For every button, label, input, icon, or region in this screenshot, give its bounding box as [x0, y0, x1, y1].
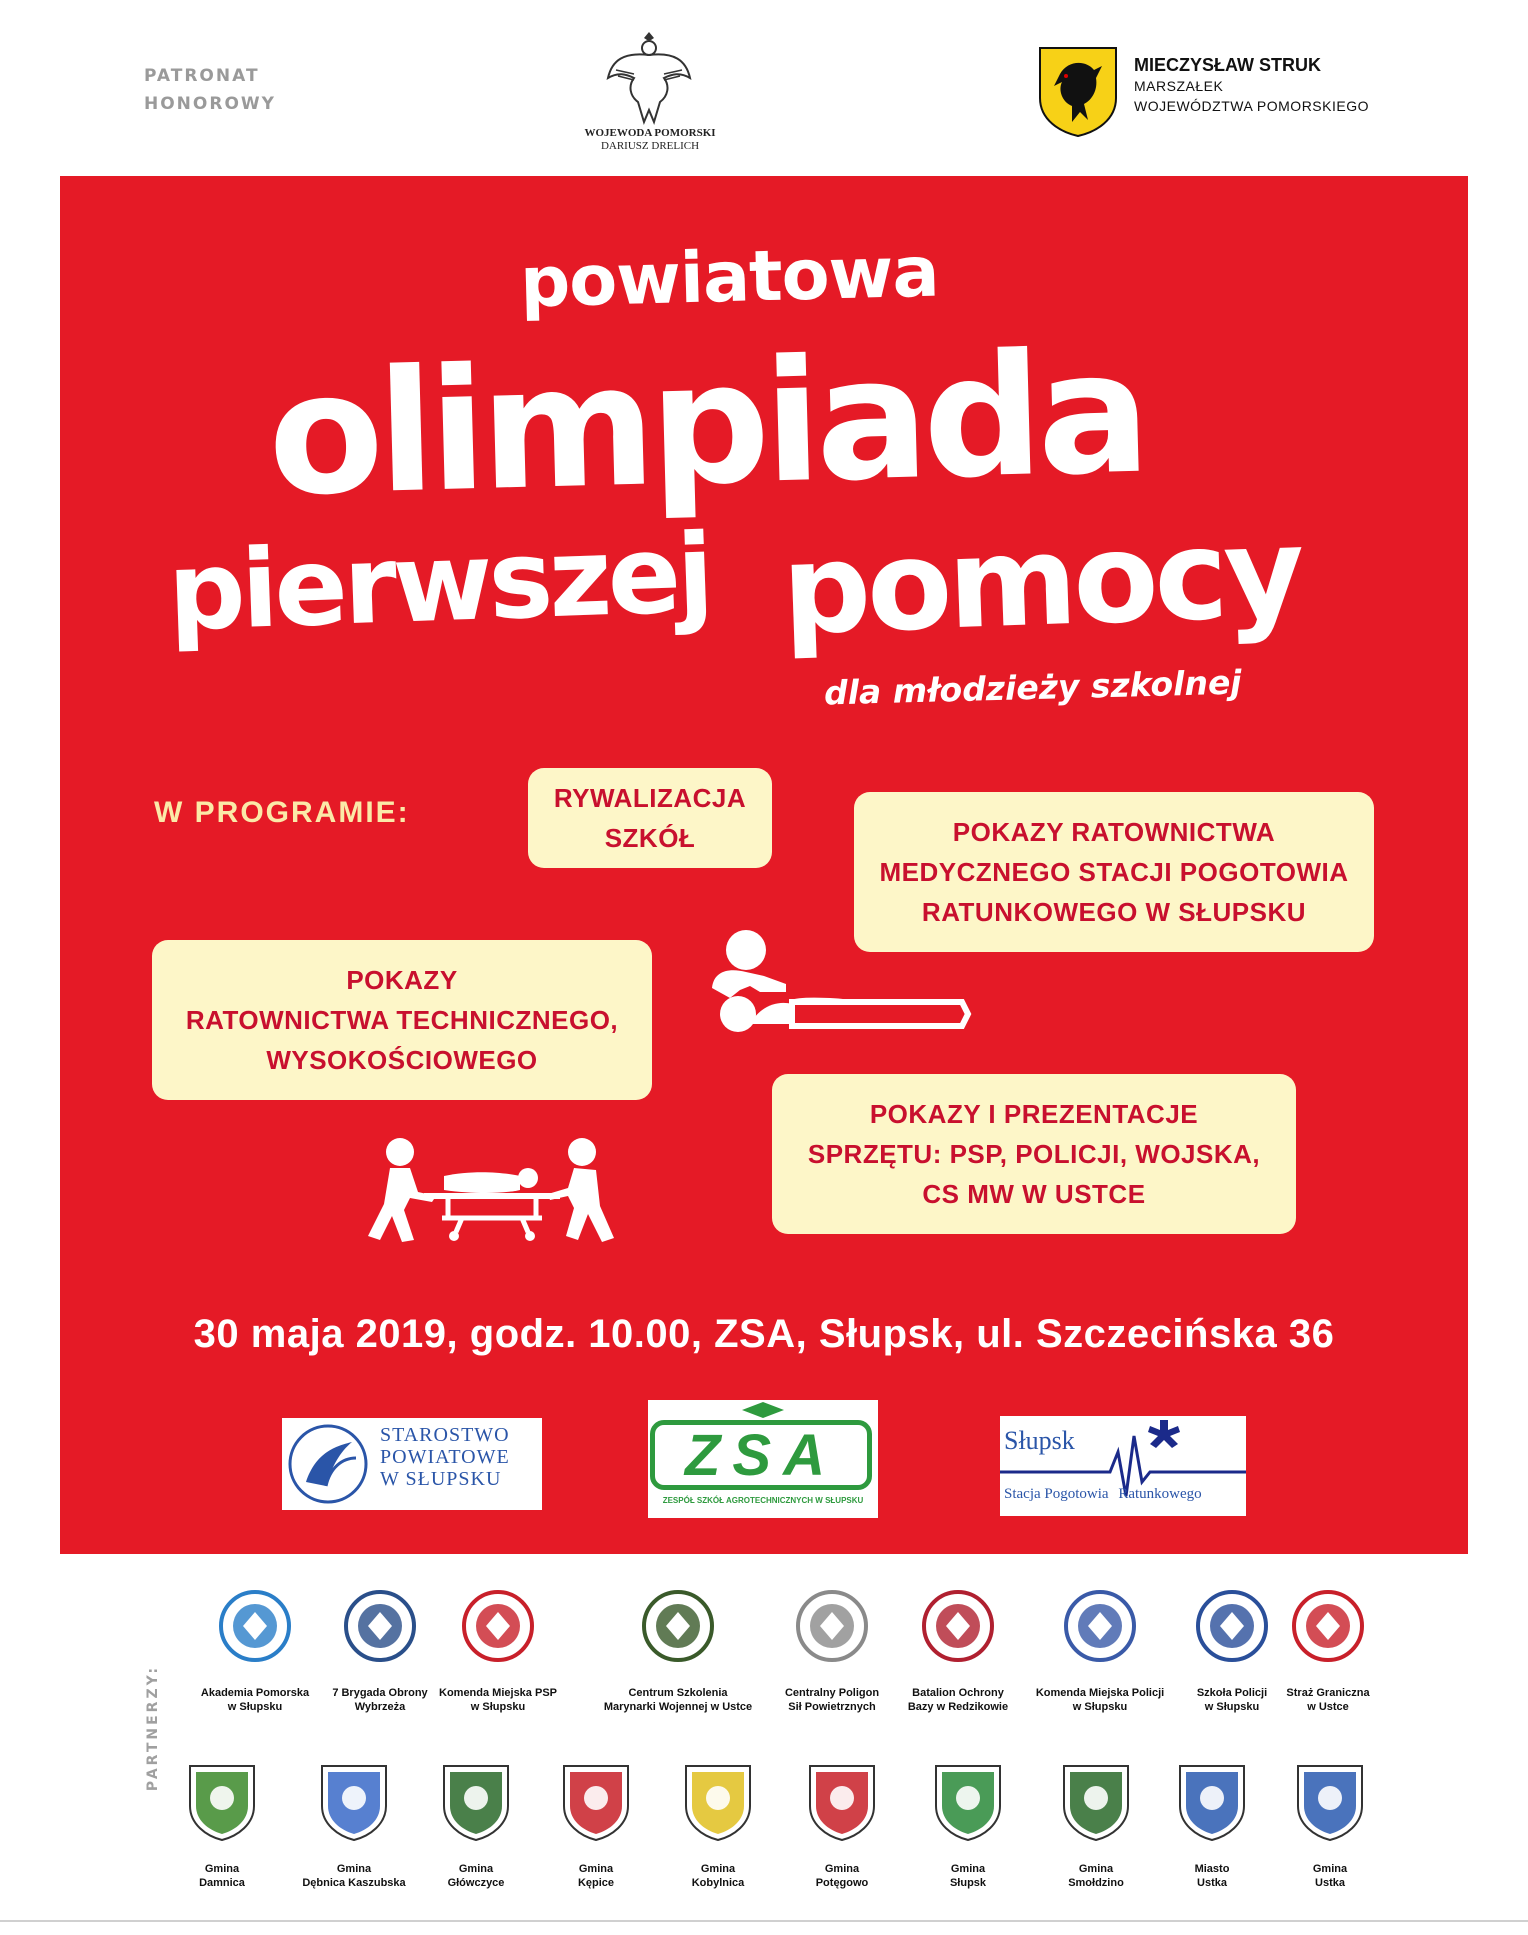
straz-graniczna-logo-icon [1288, 1586, 1368, 1666]
miasto-ustka-logo-icon [1172, 1762, 1252, 1842]
slupsk-caption-a: Stacja Pogotowia [1004, 1486, 1109, 1502]
glowczyce-logo-icon [436, 1762, 516, 1842]
kepice-logo-icon [556, 1762, 636, 1842]
glowczyce-label: Gmina Główczyce [447, 1863, 505, 1889]
zsa-mark: ZSA [650, 1420, 872, 1490]
potegowo-label: Gmina Potęgowo [815, 1863, 869, 1889]
partners-label-text: PARTNERZY: [145, 1664, 162, 1792]
debnica-kaszubska-logo-icon [314, 1762, 394, 1842]
marshal-block [1134, 54, 1434, 116]
headline-subtitle: dla młodzieży szkolnej [823, 662, 1243, 713]
slupsk-label: Gmina Słupsk [949, 1863, 987, 1889]
akademia-pomorska-logo-icon [215, 1586, 295, 1666]
headline-pierwszej: pierwszej [165, 511, 713, 656]
starostwo-line-1: STAROSTWO [380, 1424, 510, 1446]
smoldzino-label: Gmina Smołdzino [1068, 1863, 1124, 1889]
pomeranian-griffin-coat-of-arms-icon [1038, 46, 1118, 138]
gmina-ustka-logo-icon [1290, 1762, 1370, 1842]
headline-powiatowa: powiatowa [518, 230, 940, 324]
starostwo-line-3: W SŁUPSKU [380, 1468, 502, 1490]
batalion-ochrony-label: Batalion Ochrony Bazy w Redzikowie [907, 1687, 1009, 1713]
potegowo-logo-icon [802, 1762, 882, 1842]
kobylnica-logo-icon [678, 1762, 758, 1842]
program-box-equipment [772, 1074, 1296, 1234]
program-item-text: RYWALIZACJA SZKÓŁ [553, 783, 747, 853]
program-item-text: POKAZY RATOWNICTWA MEDYCZNEGO STACJI POGOTOWIA RATUNKOWEGO W SŁUPSKU [879, 817, 1349, 927]
partners-label [130, 1664, 162, 1792]
logo-starostwo-powiatowe [282, 1418, 542, 1510]
program-box-technical-rescue [152, 940, 652, 1100]
marshal-name: MIECZYSŁAW STRUK [1134, 55, 1321, 75]
starostwo-emblem-icon [286, 1422, 370, 1506]
damnica-logo-icon [182, 1762, 262, 1842]
headline-olimpiada: olimpiada [265, 314, 1147, 534]
damnica-label: Gmina Damnica [199, 1863, 245, 1889]
headline-pomocy: pomocy [779, 500, 1304, 664]
cpr-pictogram-icon [700, 928, 972, 1038]
slupsk-caption-b: Ratunkowego [1118, 1486, 1202, 1502]
event-date-location: 30 maja 2019, godz. 10.00, ZSA, Słupsk, ul. Szczecińska 36 [193, 1312, 1335, 1356]
polish-eagle-emblem-icon [604, 30, 694, 125]
poligon-sil-powietrznych-logo-icon [792, 1586, 872, 1666]
miasto-ustka-label: Miasto Ustka [1194, 1863, 1230, 1889]
komenda-psp-label: Komenda Miejska PSP w Słupsku [439, 1687, 557, 1713]
bottom-divider [0, 1920, 1528, 1922]
batalion-ochrony-logo-icon [918, 1586, 998, 1666]
straz-graniczna-label: Straż Graniczna w Ustce [1286, 1687, 1370, 1713]
slupsk-name: Słupsk [1004, 1426, 1075, 1455]
szkola-policji-logo-icon [1192, 1586, 1272, 1666]
komenda-psp-logo-icon [458, 1586, 538, 1666]
brygada-obrony-label: 7 Brygada Obrony Wybrzeża [332, 1687, 428, 1713]
centrum-szkolenia-mw-label: Centrum Szkolenia Marynarki Wojennej w Ustce [603, 1687, 753, 1713]
akademia-pomorska-label: Akademia Pomorska w Słupsku [200, 1687, 310, 1713]
debnica-kaszubska-label: Gmina Dębnica Kaszubska [302, 1863, 406, 1889]
program-label: W PROGRAMIE: [154, 796, 410, 829]
kobylnica-label: Gmina Kobylnica [691, 1863, 745, 1889]
voivode-person: DARIUSZ DRELICH [600, 140, 700, 152]
zsa-caption: ZESPÓŁ SZKÓŁ AGROTECHNICZNYCH W SŁUPSKU [662, 1496, 864, 1505]
stretcher-carry-pictogram-icon [352, 1136, 632, 1246]
program-item-text: POKAZY RATOWNICTWA TECHNICZNEGO, WYSOKOŚCIOWEGO [185, 965, 619, 1075]
slupsk-logo-icon [928, 1762, 1008, 1842]
komenda-policji-logo-icon [1060, 1586, 1140, 1666]
szkola-policji-label: Szkoła Policji w Słupsku [1196, 1687, 1268, 1713]
logo-zsa [648, 1400, 878, 1518]
komenda-policji-label: Komenda Miejska Policji w Słupsku [1035, 1687, 1165, 1713]
kepice-label: Gmina Kępice [577, 1863, 615, 1889]
smoldzino-logo-icon [1056, 1762, 1136, 1842]
patronage-label: PATRONAT HONOROWY [144, 66, 276, 114]
brygada-obrony-logo-icon [340, 1586, 420, 1666]
marshal-title-2: WOJEWÓDZTWA POMORSKIEGO [1134, 98, 1369, 114]
gmina-ustka-label: Gmina Ustka [1312, 1863, 1348, 1889]
program-box-rivalry [528, 768, 772, 868]
logo-stacja-pogotowia-slupsk [1000, 1416, 1246, 1516]
poligon-sil-powietrznych-label: Centralny Poligon Sił Powietrznych [784, 1687, 880, 1713]
centrum-szkolenia-mw-logo-icon [638, 1586, 718, 1666]
graduation-cap-icon [740, 1400, 786, 1422]
program-item-text: POKAZY I PREZENTACJE SPRZĘTU: PSP, POLICJI, WOJSKA, CS MW W USTCE [807, 1099, 1261, 1209]
starostwo-line-2: POWIATOWE [380, 1446, 510, 1468]
marshal-title-1: MARSZAŁEK [1134, 78, 1224, 94]
voivode-name: WOJEWODA POMORSKI [584, 127, 716, 139]
